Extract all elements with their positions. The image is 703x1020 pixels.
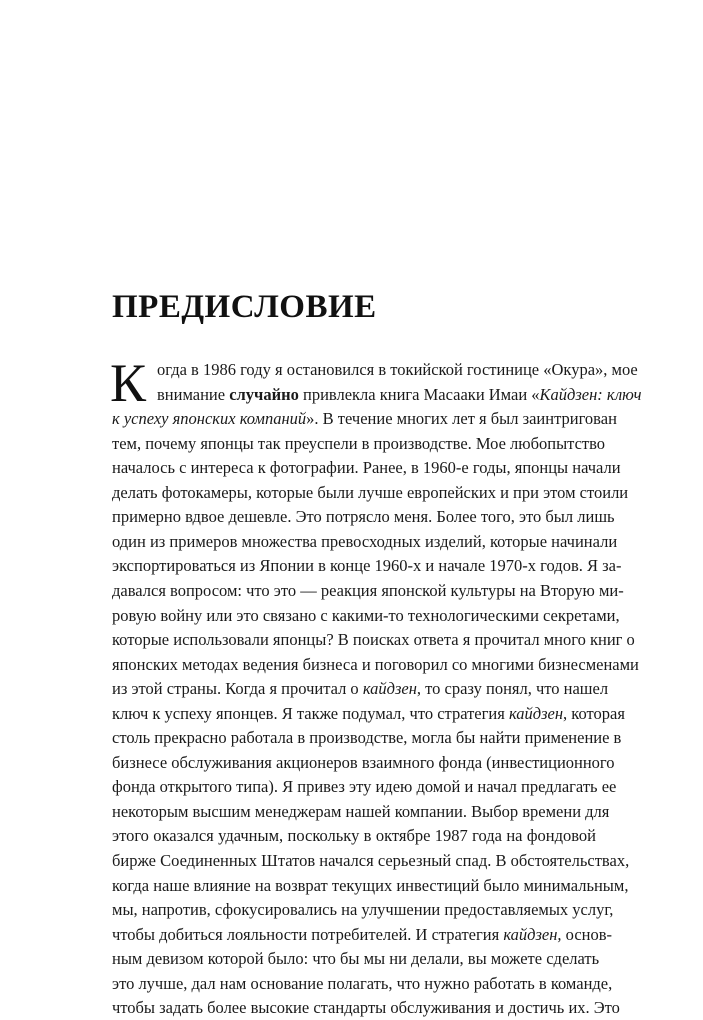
italic-text: кайдзен, [503,924,562,944]
italic-text: к успеху японских компаний [112,409,307,429]
text-run: ключ к успеху японцев. Я также подумал, что стратегия [112,703,509,723]
text-run: из этой страны. Когда я прочитал о [112,679,363,699]
text-run: ным девизом которой было: что бы мы ни делали, вы можете сделать [112,949,600,969]
text-run: делать фотокамеры, которые были лучше европейских и при этом стоили [112,482,629,502]
italic-text: Кайдзен: ключ [539,384,642,404]
text-line [112,432,606,456]
text-line [112,898,614,922]
text-line [112,751,615,775]
chapter-heading: ПРЕДИСЛОВИЕ [112,289,377,325]
text-line [112,505,615,529]
text-run: этого оказался удачным, поскольку в октябре 1987 года на фондовой [112,826,596,846]
bold-text: случайно [229,384,299,404]
text-line [112,775,617,799]
text-line [157,358,638,382]
text-line [112,604,620,628]
text-run: японских методах ведения бизнеса и поговорил со многими бизнесменами [112,654,639,674]
text-run: внимание [157,384,230,404]
text-run: тем, почему японцы так преуспели в производстве. Мое любопытство [112,433,606,453]
drop-cap: К [110,353,147,413]
text-run: привлекла книга Масааки Имаи « [298,384,540,404]
text-run: началось с интереса к фотографии. Ранее, в 1960-е годы, японцы начали [112,458,621,478]
text-run: , которая [563,703,625,723]
text-line [112,481,629,505]
text-line [112,800,610,824]
text-run: чтобы задать более высокие стандарты обслуживания и достичь их. Это [112,998,620,1018]
text-line [112,996,620,1020]
text-line [112,849,630,873]
text-run: фонда открытого типа). Я привез эту идею домой и начал предлагать ее [112,777,617,797]
text-run: бизнесе обслуживания акционеров взаимного фонда (инвестиционного [112,752,615,772]
text-line [112,579,624,603]
text-line [112,824,596,848]
text-line [112,628,635,652]
text-run: огда в 1986 году я остановился в токийской гостинице «Окура», мое [157,360,638,379]
text-line [112,972,613,996]
text-line [112,530,618,554]
text-run: когда наше влияние на возврат текущих инвестиций было минимальным, [112,875,629,895]
italic-text: кайдзен [362,679,417,699]
text-run: некоторым высшим менеджерам нашей компании. Выбор времени для [112,801,610,821]
text-line [157,383,642,407]
italic-text: кайдзен [508,703,564,723]
text-run: основ- [561,924,613,944]
text-run: давался вопросом: что это — реакция японской культуры на Вторую ми- [112,580,624,600]
text-line [112,554,622,578]
text-line [112,874,629,898]
text-run: , то сразу понял, что нашел [416,679,609,699]
text-run: мы, напротив, сфокусировались на улучшении предоставляемых услуг, [112,900,614,920]
text-run: ровую войну или это связано с какими-то технологическими секретами, [112,605,620,625]
text-run: это лучше, дал нам основание полагать, что нужно работать в команде, [112,973,613,993]
text-line [112,677,609,701]
text-run: один из примеров множества превосходных изделий, которые начинали [112,531,618,551]
text-line [112,456,621,480]
text-line [112,653,639,677]
text-line [112,407,617,431]
text-line [112,726,622,750]
text-run: которые использовали японцы? В поисках ответа я прочитал много книг о [112,630,635,650]
text-run: экспортироваться из Японии в конце 1960-х и начале 1970-х годов. Я за- [112,556,622,576]
text-run: чтобы добиться лояльности потребителей. И стратегия [112,924,504,944]
text-run: примерно вдвое дешевле. Это потрясло меня. Более того, это был лишь [112,507,615,527]
text-line [112,702,625,726]
text-run: столь прекрасно работала в производстве, могла бы найти применение в [112,728,622,748]
text-line [112,923,613,947]
text-run: ». В течение многих лет я был заинтригован [306,409,617,429]
text-line [112,947,600,971]
text-run: бирже Соединенных Штатов начался серьезный спад. В обстоятельствах, [112,851,630,870]
